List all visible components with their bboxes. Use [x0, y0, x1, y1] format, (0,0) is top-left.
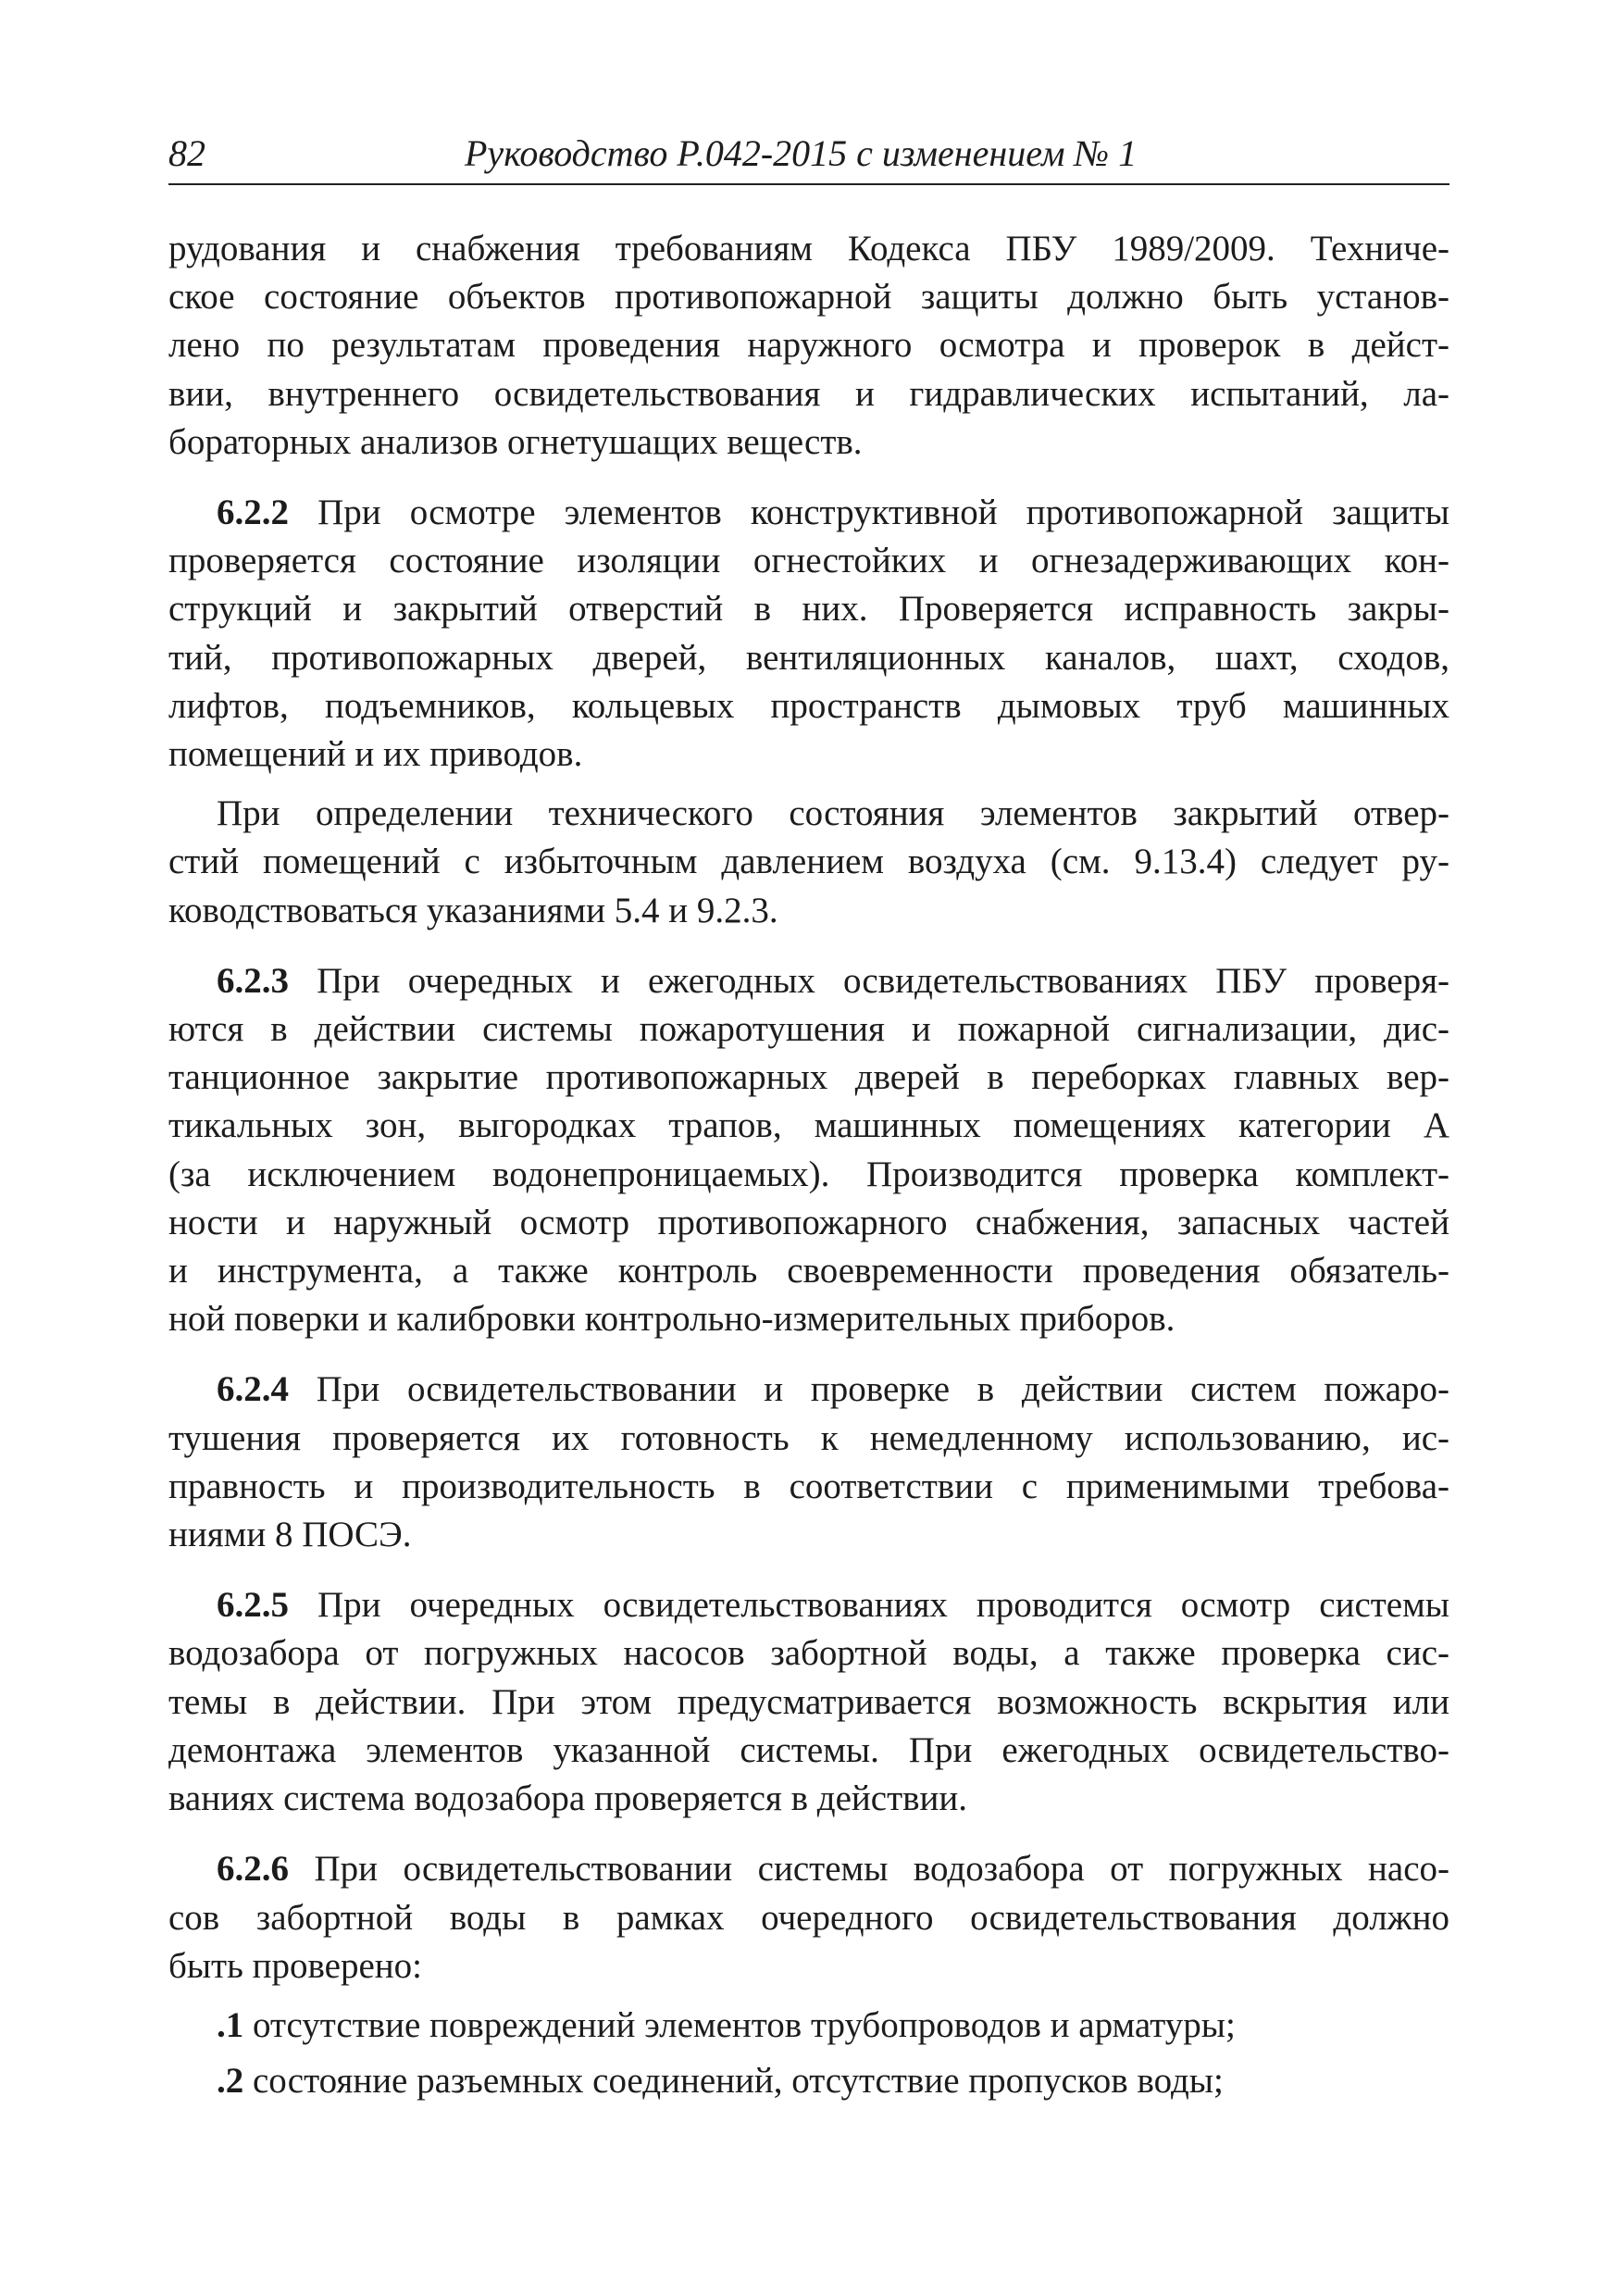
paragraph-6-2-2	[168, 489, 1449, 779]
text-line: лено по результатам проведения наружного осмотра и проверок в дейст-	[168, 325, 1449, 366]
text-line: (за исключением водонепроницаемых). Производится проверка комплект-	[168, 1154, 1449, 1194]
section-number: 6.2.5	[217, 1585, 289, 1626]
item-number: .1	[217, 2004, 244, 2045]
section-number: 6.2.3	[217, 960, 289, 1001]
text-line: бораторных анализов огнетушащих веществ.	[168, 421, 863, 462]
text-line: стий помещений с избыточным давлением воздуха (см. 9.13.4) следует ру-	[168, 842, 1449, 882]
text-line: тий, противопожарных дверей, вентиляционных каналов, шахт, сходов,	[168, 637, 1449, 678]
page-number: 82	[168, 132, 205, 174]
page-header	[168, 128, 1449, 185]
text-line: ваниях система водозабора проверяется в действии.	[168, 1778, 968, 1819]
text-line	[168, 1366, 1449, 1414]
paragraph-6-2-3	[168, 957, 1449, 1344]
paragraph-6-2-6	[168, 1845, 1449, 1990]
text-line: помещений и их приводов.	[168, 734, 583, 775]
text-line: ной поверки и калибровки контрольно-измерительных приборов.	[168, 1299, 1175, 1340]
text-fragment: При освидетельствовании системы водозабора от погружных насо-	[289, 1849, 1449, 1890]
text-line: тушения проверяется их готовность к немедленному использованию, ис-	[168, 1417, 1449, 1458]
text-line: водозабора от погружных насосов забортной воды, а также проверка сис-	[168, 1633, 1449, 1674]
text-line	[168, 1581, 1449, 1629]
list-item	[168, 2002, 1449, 2050]
text-line: тикальных зон, выгородках трапов, машинных помещениях категории А	[168, 1105, 1449, 1146]
item-text: состояние разъемных соединений, отсутствие пропусков воды;	[243, 2061, 1224, 2102]
text-line: ское состояние объектов противопожарной защиты должно быть установ-	[168, 277, 1449, 318]
text-line	[168, 489, 1449, 537]
text-line: проверяется состояние изоляции огнестойких и огнезадерживающих кон-	[168, 541, 1449, 581]
paragraph-6-2-4	[168, 1366, 1449, 1559]
text-fragment: При осмотре элементов конструктивной противопожарной защиты	[289, 493, 1449, 533]
paragraph-6-2-5	[168, 1581, 1449, 1823]
text-line	[168, 1845, 1449, 1893]
text-fragment: При очередных и ежегодных освидетельствованиях ПБУ проверя-	[289, 960, 1449, 1001]
text-line: ются в действии системы пожаротушения и пожарной сигнализации, дис-	[168, 1009, 1449, 1050]
text-line: При определении технического состояния элементов закрытий отвер-	[217, 793, 1449, 834]
text-fragment: При освидетельствовании и проверке в действии систем пожаро-	[289, 1369, 1449, 1410]
text-line	[168, 957, 1449, 1005]
text-line: ководствоваться указаниями 5.4 и 9.2.3.	[168, 890, 778, 930]
section-number: 6.2.4	[217, 1369, 289, 1410]
paragraph-intro	[168, 225, 1449, 467]
text-line: ности и наружный осмотр противопожарного снабжения, запасных частей	[168, 1202, 1449, 1242]
item-number: .2	[217, 2061, 244, 2102]
text-line: ниями 8 ПОСЭ.	[168, 1515, 412, 1555]
text-line: лифтов, подъемников, кольцевых пространств дымовых труб машинных	[168, 685, 1449, 726]
text-line: сов забортной воды в рамках очередного освидетельствования должно	[168, 1897, 1449, 1938]
text-line: демонтажа элементов указанной системы. При ежегодных освидетельство-	[168, 1729, 1449, 1770]
text-line: и инструмента, а также контроль своевременности проведения обязатель-	[168, 1251, 1449, 1292]
item-text: отсутствие повреждений элементов трубопроводов и арматуры;	[243, 2004, 1236, 2045]
text-line: рудования и снабжения требованиям Кодекса ПБУ 1989/2009. Техниче-	[168, 229, 1449, 268]
paragraph-6-2-2-continued	[168, 790, 1449, 935]
running-title: Руководство Р.042-2015 с изменением № 1	[465, 132, 1138, 174]
section-number: 6.2.2	[217, 493, 289, 533]
text-line: вии, внутреннего освидетельствования и гидравлических испытаний, ла-	[168, 373, 1449, 414]
page-body	[168, 225, 1449, 2105]
text-line: правность и производительность в соответствии с применимыми требова-	[168, 1466, 1449, 1506]
text-fragment: При очередных освидетельствованиях проводится осмотр системы	[289, 1585, 1449, 1626]
text-line: темы в действии. При этом предусматривается возможность вскрытия или	[168, 1681, 1449, 1722]
list-item	[168, 2057, 1449, 2105]
text-line: струкций и закрытий отверстий в них. Проверяется исправность закры-	[168, 589, 1449, 630]
text-line: быть проверено:	[168, 1945, 423, 1986]
text-line: танционное закрытие противопожарных дверей в переборках главных вер-	[168, 1057, 1449, 1098]
section-number: 6.2.6	[217, 1849, 289, 1890]
